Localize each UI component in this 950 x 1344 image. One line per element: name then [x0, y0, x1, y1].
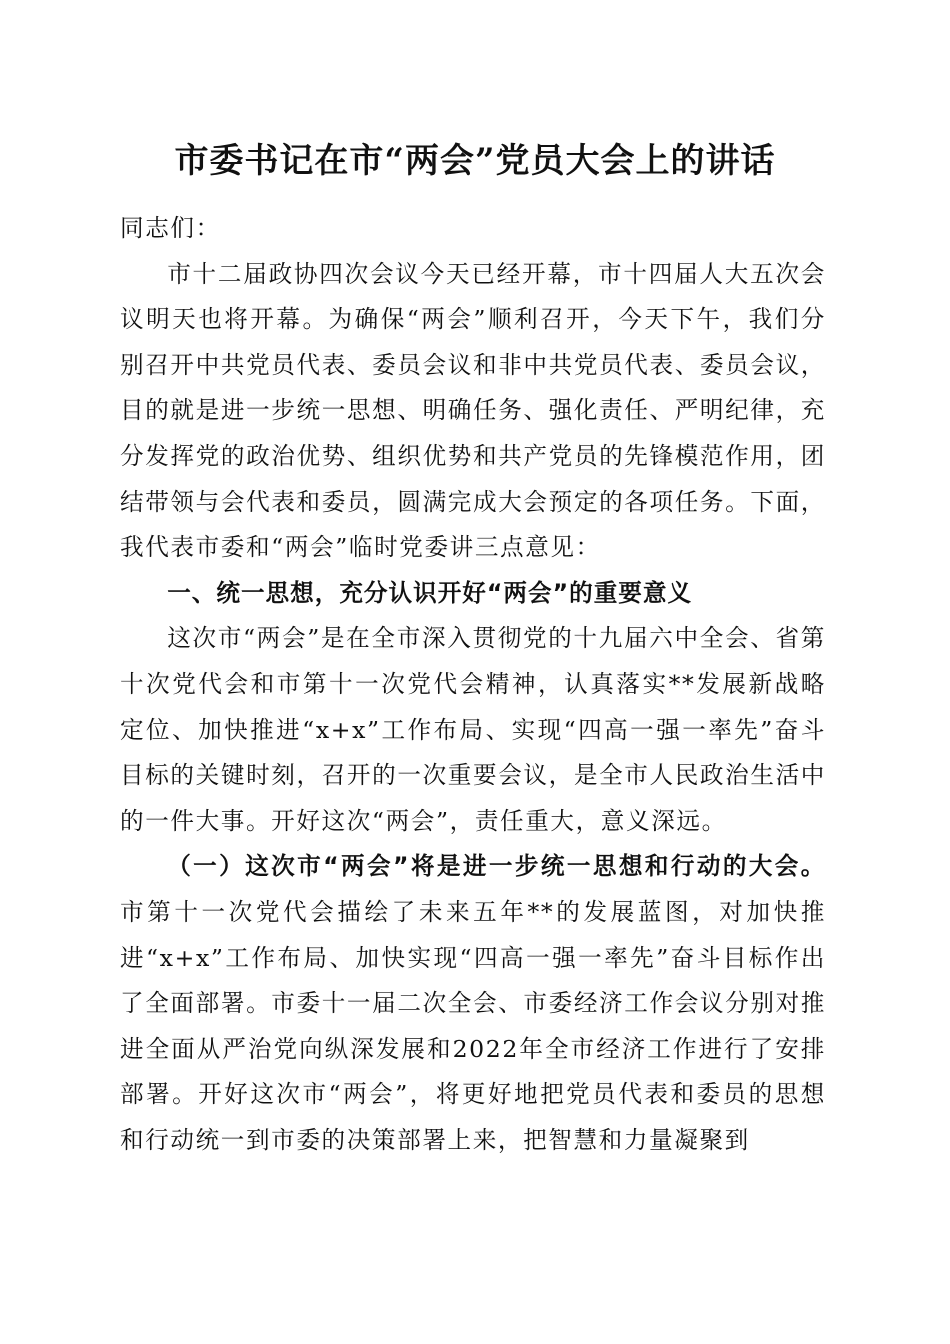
document-title: 市委书记在市“两会”党员大会上的讲话	[174, 141, 776, 181]
salutation: 同志们：	[120, 214, 221, 242]
document-body	[120, 206, 826, 1163]
point-1-lead: （一）这次市“两会”将是进一步统一思想和行动的大会。	[167, 852, 826, 881]
paragraph-point-1	[120, 844, 826, 1163]
point-1-body: 市第十一次党代会描绘了未来五年**的发展蓝图，对加快推进“x+x”工作布局、加快实现“四高一强一率先”奋斗目标作出了全面部署。市委十一届二次全会、市委经济工作会议分别对推进全面从严治党向纵深发展和2022年全市经济工作进行了安排部署。开好这次市“两会”，将更好地把党员代表和委员的思想和行动统一到市委的决策部署上来，把智慧和力量凝聚到	[120, 897, 826, 1154]
paragraph-significance: 这次市“两会”是在全市深入贯彻党的十九届六中全会、省第十次党代会和市第十一次党代会精神，认真落实**发展新战略定位、加快推进“x+x”工作布局、实现“四高一强一率先”奋斗目标的关键时刻，召开的一次重要会议，是全市人民政治生活中的一件大事。开好这次“两会”，责任重大，意义深远。	[120, 624, 826, 835]
paragraph-opening: 市十二届政协四次会议今天已经开幕，市十四届人大五次会议明天也将开幕。为确保“两会”顺利召开，今天下午，我们分别召开中共党员代表、委员会议和非中共党员代表、委员会议，目的就是进一步统一思想、明确任务、强化责任、严明纪律，充分发挥党的政治优势、组织优势和共产党员的先锋模范作用，团结带领与会代表和委员，圆满完成大会预定的各项任务。下面，我代表市委和“两会”临时党委讲三点意见：	[120, 259, 826, 562]
section-heading-1: 一、统一思想，充分认识开好“两会”的重要意义	[167, 578, 693, 607]
